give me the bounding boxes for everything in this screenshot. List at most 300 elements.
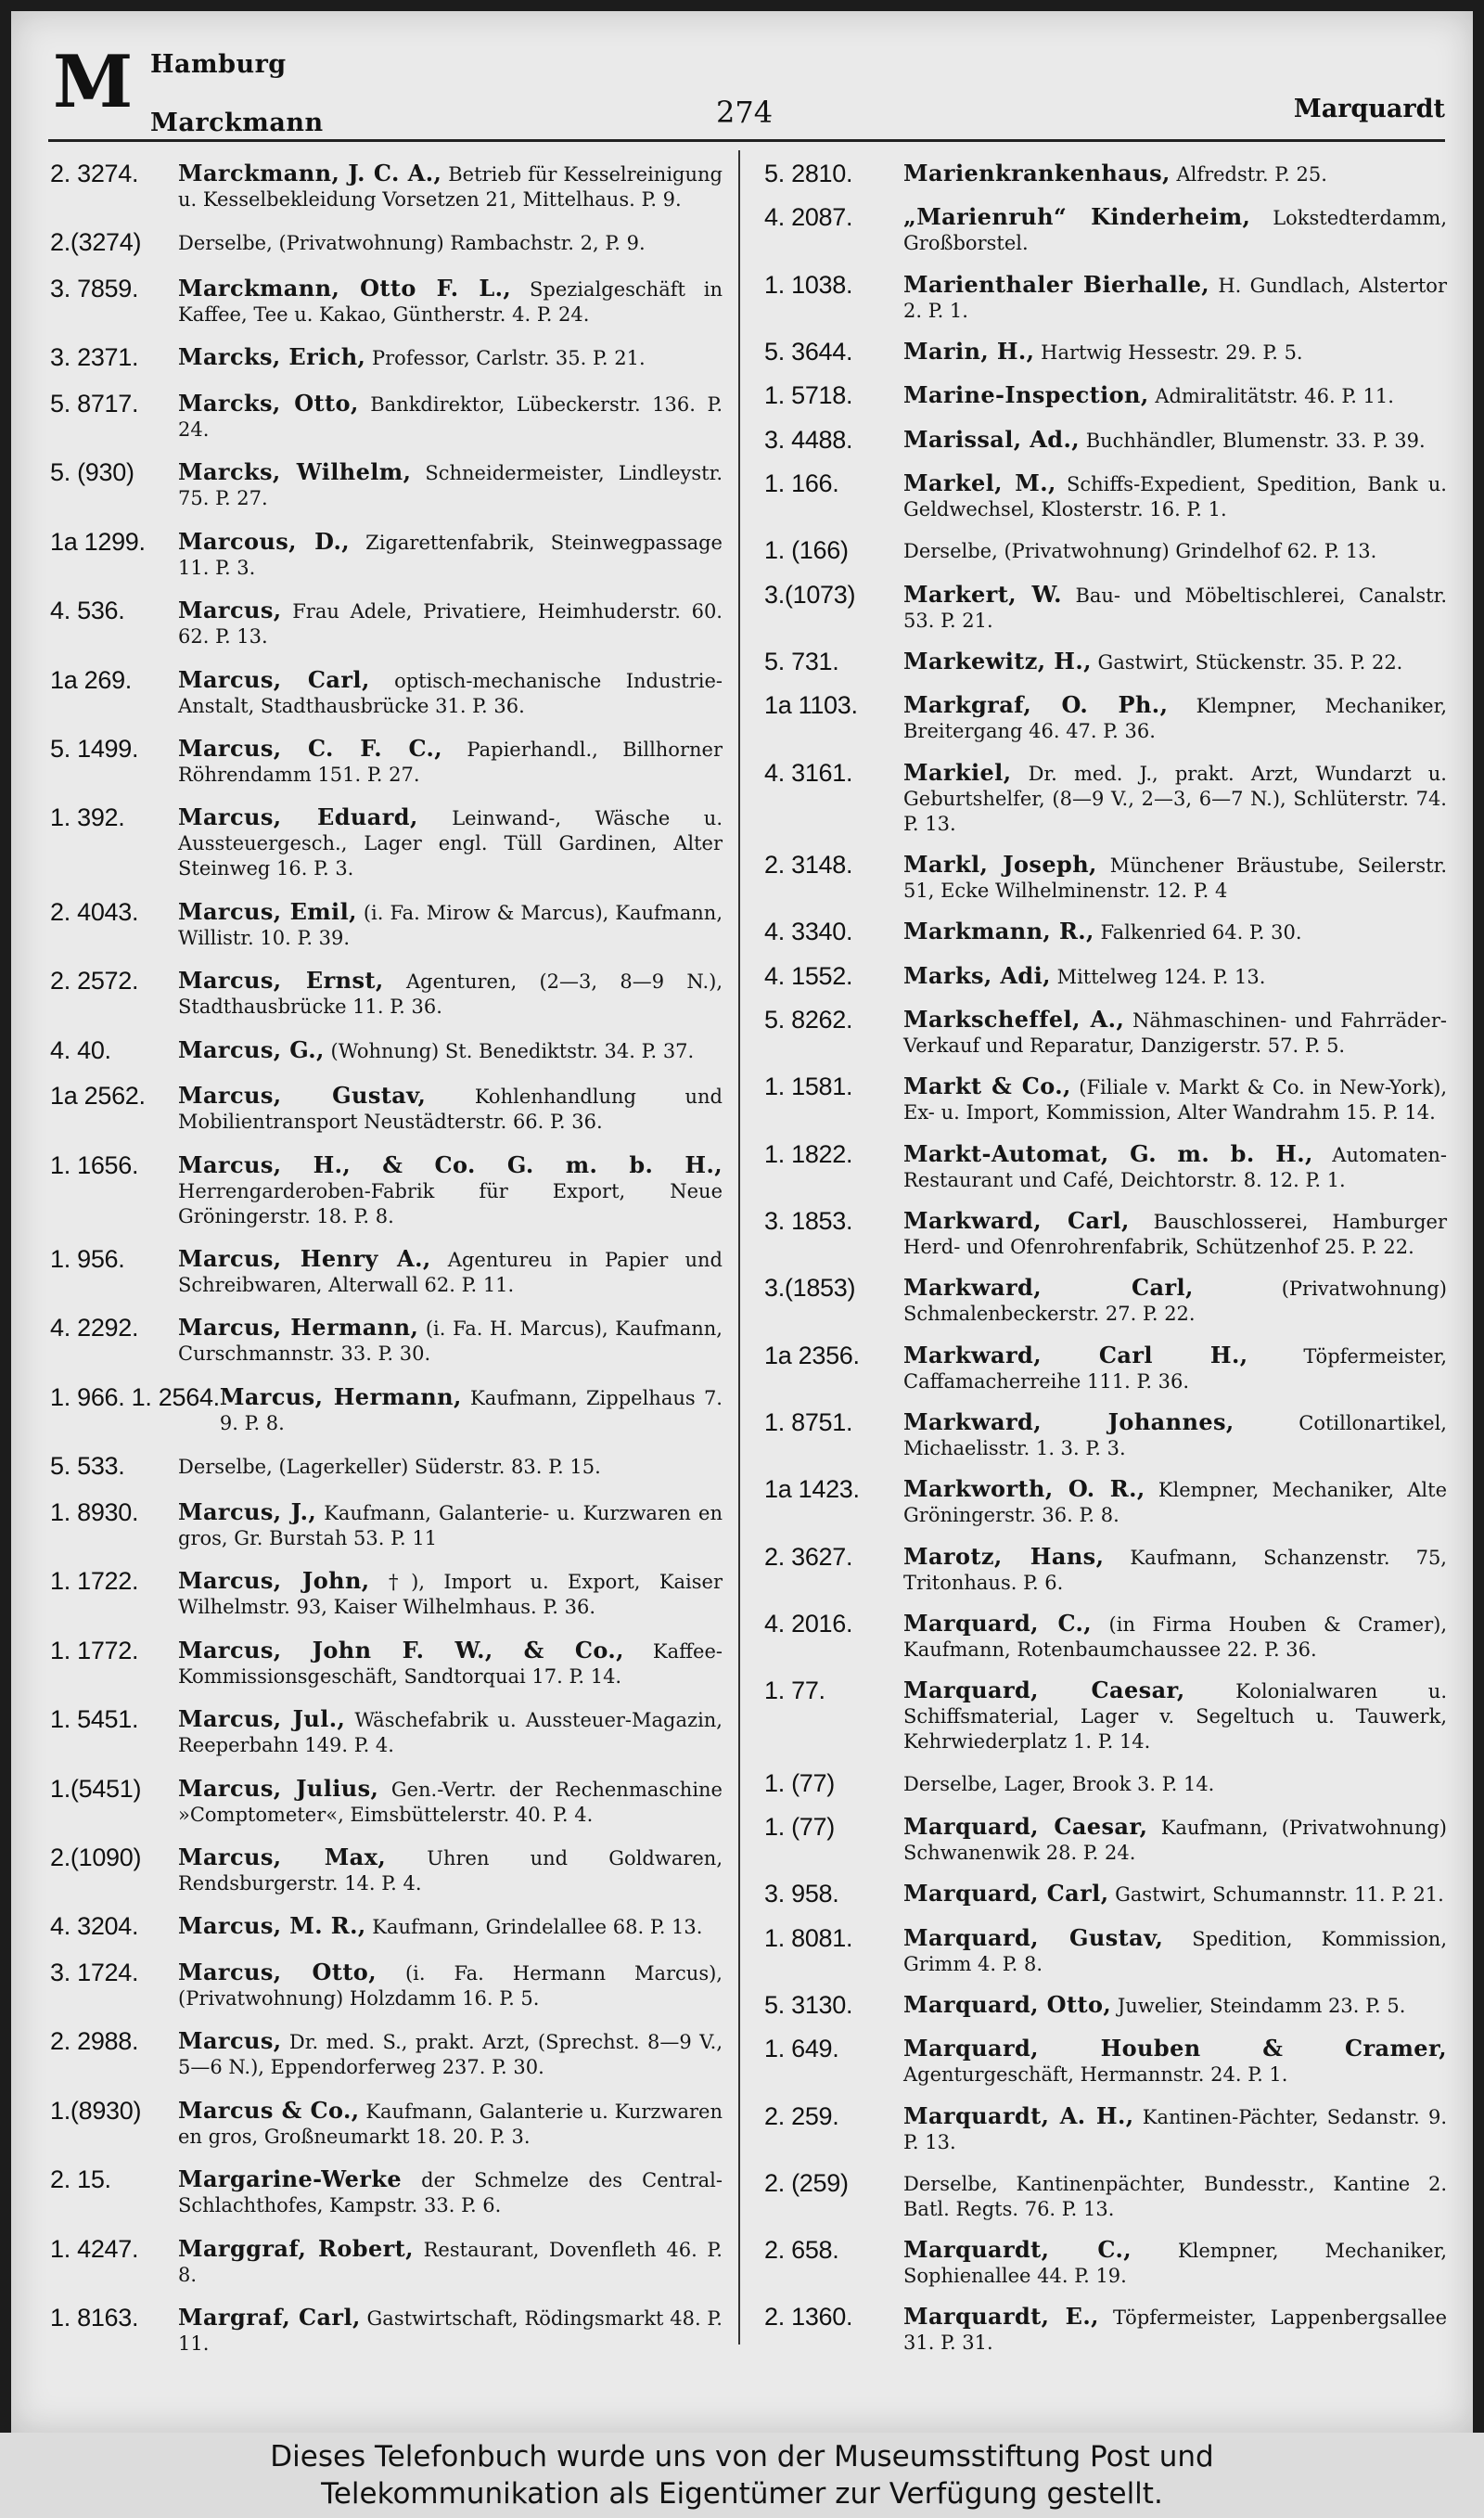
entry-text bbox=[903, 269, 1447, 324]
entry-text bbox=[903, 2100, 1447, 2155]
entry-text bbox=[178, 1635, 723, 1689]
footer-note bbox=[0, 2433, 1484, 2518]
entry-details: Töpfermeister, Lappenbergsallee 31. P. 31. bbox=[903, 2306, 1447, 2355]
entry-phone-number: 1. 956. bbox=[50, 1245, 125, 1273]
entry-phone-number: 2. 259. bbox=[764, 2101, 839, 2130]
entry-phone-number: 1. 1581. bbox=[764, 1073, 853, 1101]
entry-phone-number: 1a 2356. bbox=[764, 1341, 860, 1369]
entry-text bbox=[178, 1703, 723, 1758]
entry-text bbox=[903, 849, 1447, 904]
entry-name: Margarine-Werke bbox=[178, 2165, 403, 2193]
footer-line-2: Telekommunikation als Eigentümer zur Verfügung gestellt. bbox=[321, 2477, 1163, 2511]
entry-details: (i. Fa. Mirow & Marcus), Kaufmann, Willistr. 10. P. 39. bbox=[178, 901, 723, 949]
entry-phone-number: 4. 2087. bbox=[764, 203, 853, 232]
entry-text bbox=[178, 1150, 723, 1229]
entry-details: Kaufmann, Grindelallee 68. P. 13. bbox=[372, 1916, 703, 1939]
entry-name: Markl, Joseph, bbox=[903, 850, 1097, 878]
directory-entry bbox=[50, 1150, 723, 1229]
entry-name: Markgraf, O. Ph., bbox=[903, 691, 1169, 719]
entry-name: Marks, Adi, bbox=[903, 961, 1051, 989]
entry-text bbox=[903, 379, 1447, 409]
entry-details: Kaufmann, Galanterie- u. Kurzwaren en gros, Gr. Burstah 53. P. 11 bbox=[178, 1501, 723, 1549]
entry-name: Marcus, Hermann, bbox=[219, 1382, 462, 1410]
entry-details: Kolonialwaren u. Schiffsmaterial, Lager v. Segeltuch u. Tauwerk, Kehrwiederplatz 1. P. 14. bbox=[903, 1680, 1447, 1754]
entry-details: Lokstedterdamm, Großborstel. bbox=[903, 207, 1447, 255]
entry-text bbox=[903, 1272, 1447, 1327]
entry-name: Marckmann, Otto F. L., bbox=[178, 274, 512, 302]
entry-phone-number: 4. 3204. bbox=[50, 1912, 139, 1941]
entry-details: (i. Fa. H. Marcus), Kaufmann, Curschmannstr. 33. P. 30. bbox=[178, 1317, 723, 1366]
entry-details: Derselbe, (Lagerkeller) Süderstr. 83. P. 15. bbox=[178, 1456, 601, 1479]
entry-details: Juwelier, Steindamm 23. P. 5. bbox=[1117, 1994, 1406, 2017]
entry-name: Marquard, C., bbox=[903, 1609, 1093, 1637]
directory-entry bbox=[50, 1635, 723, 1689]
entry-details: Derselbe, (Privatwohnung) Grindelhof 62. P. 13. bbox=[903, 540, 1377, 563]
entry-name: Marquardt, A. H., bbox=[903, 2101, 1134, 2129]
entry-name: Markel, M., bbox=[903, 469, 1056, 496]
entry-details: Agenturgeschäft, Hermannstr. 24. P. 1. bbox=[903, 2063, 1288, 2087]
entry-phone-number: 1. 4247. bbox=[50, 2234, 139, 2263]
directory-entry bbox=[50, 965, 723, 1020]
entry-details: Wäschefabrik u. Aussteuer-Magazin, Reeperbahn 149. P. 4. bbox=[178, 1709, 723, 1757]
entry-phone-number: 1. 166. bbox=[764, 469, 839, 497]
entry-phone-number: 3. 958. bbox=[764, 1880, 839, 1908]
entry-phone-number: 5. 8262. bbox=[764, 1005, 853, 1034]
entry-name: Markward, Johannes, bbox=[903, 1407, 1235, 1435]
entry-text bbox=[178, 664, 723, 719]
entry-phone-number: 1. 1772. bbox=[50, 1636, 139, 1664]
entry-phone-number: 1. 8751. bbox=[764, 1407, 853, 1436]
entry-details: Klempner, Mechaniker, Breitergang 46. 47. P. 36. bbox=[903, 695, 1447, 743]
entry-name: Marcus, Henry A., bbox=[178, 1245, 431, 1272]
entry-details: Betrieb für Kesselreinigung u. Kesselbekleidung Vorsetzen 21, Mittelhaus. P. 9. bbox=[178, 163, 723, 211]
entry-details: †), Import u. Export, Kaiser Wilhelmstr. 93, Kaiser Wilhelmhaus. P. 36. bbox=[178, 1571, 723, 1619]
entry-phone-number: 1. 8930. bbox=[50, 1497, 139, 1526]
entry-name: Marienthaler Bierhalle, bbox=[903, 270, 1210, 298]
entry-phone-number: 1. 5451. bbox=[50, 1705, 139, 1734]
directory-entry bbox=[764, 1004, 1447, 1059]
directory-entry bbox=[764, 1205, 1447, 1260]
entry-phone-number: 2. (259) bbox=[764, 2168, 849, 2197]
entry-name: Marquard, Otto, bbox=[903, 1990, 1112, 2018]
entry-details: Töpfermeister, Caffamacherreihe 111. P. 36. bbox=[903, 1344, 1447, 1393]
entry-text bbox=[178, 1243, 723, 1298]
entry-name: Marckmann, J. C. A., bbox=[178, 160, 442, 186]
entry-details: Dr. med. S., prakt. Arzt, (Sprechst. 8—9 V., 5—6 N.), Eppendorferweg 237. P. 30. bbox=[178, 2031, 723, 2079]
entry-name: Marquard, Caesar, bbox=[903, 1812, 1148, 1840]
directory-entry bbox=[764, 2100, 1447, 2155]
entry-details: Gastwirtschaft, Rödingsmarkt 48. P. 11. bbox=[178, 2307, 723, 2355]
directory-page bbox=[11, 11, 1473, 2433]
directory-entry bbox=[50, 664, 723, 719]
header-city: Hamburg bbox=[150, 50, 287, 79]
directory-entry bbox=[764, 1138, 1447, 1193]
directory-entry bbox=[764, 2167, 1447, 2222]
entry-text bbox=[178, 456, 723, 511]
entry-text bbox=[178, 2233, 723, 2288]
entry-details: Derselbe, Lager, Brook 3. P. 14. bbox=[903, 1772, 1215, 1795]
directory-entry bbox=[50, 802, 723, 881]
directory-entry bbox=[764, 379, 1447, 411]
entry-text bbox=[903, 1608, 1447, 1663]
entry-name: Markiel, bbox=[903, 758, 1012, 786]
directory-entry bbox=[50, 456, 723, 511]
entry-details: Kaffee-Kommissionsgeschäft, Sandtorquai 17. P. 14. bbox=[178, 1639, 723, 1688]
entry-text bbox=[903, 1004, 1447, 1059]
directory-entry bbox=[50, 733, 723, 788]
entry-text bbox=[903, 646, 1447, 675]
entry-text bbox=[178, 1565, 723, 1620]
entry-phone-number: 4. 536. bbox=[50, 597, 125, 625]
entry-details: Schiffs-Expedient, Spedition, Bank u. Geldwechsel, Klosterstr. 16. P. 1. bbox=[903, 472, 1447, 520]
directory-entry bbox=[764, 960, 1447, 992]
entry-name: Marcus, Otto, bbox=[178, 1958, 377, 1985]
entry-name: Marcous, D., bbox=[178, 527, 350, 555]
entry-details: Frau Adele, Privatiere, Heimhuderstr. 60. 62. P. 13. bbox=[178, 600, 723, 649]
entry-phone-number: 3. 1724. bbox=[50, 1958, 139, 1986]
entry-phone-number: 1. 1038. bbox=[764, 270, 853, 299]
entry-name: Marine-Inspection, bbox=[903, 381, 1149, 409]
entry-phone-number: 4. 3161. bbox=[764, 758, 853, 787]
directory-entry bbox=[764, 1989, 1447, 2021]
entry-details: Falkenried 64. P. 30. bbox=[1100, 921, 1302, 944]
directory-entry bbox=[50, 1497, 723, 1551]
entry-name: Marcus, Emil, bbox=[178, 897, 357, 925]
entry-text bbox=[178, 273, 723, 328]
directory-entry bbox=[764, 158, 1447, 189]
entry-name: Marcus, Carl, bbox=[178, 665, 370, 693]
directory-entry bbox=[764, 849, 1447, 904]
entry-phone-number: 1. 8081. bbox=[764, 1923, 853, 1952]
entry-details: Derselbe, Kantinenpächter, Bundesstr., Kantine 2. Batl. Regts. 76. P. 13. bbox=[903, 2172, 1447, 2220]
directory-entry bbox=[50, 1703, 723, 1758]
entry-text bbox=[903, 201, 1447, 256]
entry-text bbox=[178, 2302, 723, 2357]
entry-text bbox=[903, 336, 1447, 366]
directory-entry bbox=[50, 158, 723, 212]
directory-entry bbox=[50, 1243, 723, 1298]
entry-details: Klempner, Mechaniker, Alte Gröningerstr. 36. P. 8. bbox=[903, 1479, 1447, 1527]
entry-name: Marcus, John F. W., & Co., bbox=[178, 1636, 624, 1664]
entry-phone-number: 1.(5451) bbox=[50, 1774, 142, 1803]
directory-entry bbox=[764, 646, 1447, 677]
entry-phone-number: 5. 3130. bbox=[764, 1990, 853, 2019]
entry-name: Markt & Co., bbox=[903, 1073, 1071, 1100]
entry-text bbox=[178, 896, 723, 951]
entry-name: Marotz, Hans, bbox=[903, 1542, 1105, 1570]
entry-phone-number: 1a 2562. bbox=[50, 1082, 146, 1111]
entry-text bbox=[178, 1773, 723, 1828]
entry-name: Marquard, Gustav, bbox=[903, 1923, 1164, 1951]
entry-name: Marcus, bbox=[178, 597, 282, 624]
entry-text bbox=[903, 579, 1447, 634]
directory-entry bbox=[50, 595, 723, 649]
directory-entry bbox=[764, 1922, 1447, 1977]
entry-text bbox=[903, 960, 1447, 990]
entry-name: Marquardt, C., bbox=[903, 2236, 1132, 2264]
entry-phone-number: 1. 392. bbox=[50, 803, 125, 832]
entry-text bbox=[178, 733, 723, 788]
entry-phone-number: 4. 3340. bbox=[764, 918, 853, 946]
directory-entry bbox=[764, 1407, 1447, 1461]
entry-details: Bauschlosserei, Hamburger Herd- und Ofenrohrenfabrik, Schützenhof 25. P. 22. bbox=[903, 1210, 1447, 1258]
entry-phone-number: 1. 1822. bbox=[764, 1139, 853, 1168]
entry-text bbox=[903, 1205, 1447, 1260]
directory-entry bbox=[764, 579, 1447, 634]
entry-text bbox=[178, 1312, 723, 1367]
entry-details: Uhren und Goldwaren, Rendsburgerstr. 14. P. 4. bbox=[178, 1846, 723, 1895]
entry-details: Bankdirektor, Lübeckerstr. 136. P. 24. bbox=[178, 392, 723, 441]
entry-details: Agentureu in Papier und Schreibwaren, Alterwall 62. P. 11. bbox=[178, 1249, 723, 1296]
entry-name: Marcus, Jul., bbox=[178, 1705, 346, 1733]
entry-phone-number: 5. 1499. bbox=[50, 734, 139, 763]
entry-name: Marcus, G., bbox=[178, 1035, 325, 1063]
entry-details: optisch-mechanische Industrie-Anstalt, Stadthausbrücke 31. P. 36. bbox=[178, 669, 723, 717]
entry-details: (Wohnung) St. Benediktstr. 34. P. 37. bbox=[330, 1039, 695, 1062]
entry-details: der Schmelze des Central-Schlachthofes, Kampstr. 33. P. 6. bbox=[178, 2169, 723, 2217]
entry-name: Marcus, bbox=[178, 2027, 282, 2055]
entry-phone-number: 5. 8717. bbox=[50, 389, 139, 418]
entry-text bbox=[178, 226, 723, 256]
entry-name: Markmann, R., bbox=[903, 918, 1094, 945]
directory-entry bbox=[50, 2302, 723, 2357]
entry-text bbox=[178, 965, 723, 1020]
entry-details: Gastwirt, Stückenstr. 35. P. 22. bbox=[1097, 650, 1403, 674]
directory-entry bbox=[764, 201, 1447, 256]
entry-details: Papierhandl., Billhorner Röhrendamm 151. P. 27. bbox=[178, 738, 723, 786]
entry-details: Agenturen, (2—3, 8—9 N.), Stadthausbrücke 11. P. 36. bbox=[178, 970, 723, 1019]
entry-name: Markscheffel, A., bbox=[903, 1005, 1125, 1033]
entry-details: Hartwig Hessestr. 29. P. 5. bbox=[1041, 340, 1303, 364]
right-column bbox=[764, 158, 1447, 2357]
entry-text bbox=[178, 388, 723, 443]
directory-entry bbox=[764, 689, 1447, 744]
entry-name: Marin, H., bbox=[903, 337, 1035, 365]
entry-details: Gastwirt, Schumannstr. 11. P. 21. bbox=[1115, 1883, 1444, 1907]
entry-name: Marquardt, E., bbox=[903, 2303, 1099, 2331]
entry-text bbox=[903, 1878, 1447, 1908]
left-column bbox=[50, 158, 723, 2357]
entry-phone-number: 4. 2292. bbox=[50, 1314, 139, 1343]
entry-phone-number: 2. 3148. bbox=[764, 850, 853, 879]
entry-name: „Marienruh“ Kinderheim, bbox=[903, 203, 1251, 231]
entry-phone-number: 1. 8163. bbox=[50, 2304, 139, 2332]
entry-text bbox=[903, 534, 1447, 564]
directory-entry bbox=[764, 2234, 1447, 2289]
directory-entry bbox=[764, 916, 1447, 947]
entry-details: Münchener Bräustube, Seilerstr. 51, Ecke Wilhelminenstr. 12. P. 4 bbox=[903, 854, 1447, 902]
directory-entry bbox=[50, 526, 723, 581]
directory-entry bbox=[50, 1450, 723, 1482]
directory-entry bbox=[50, 1565, 723, 1620]
entry-text bbox=[903, 1407, 1447, 1461]
entry-name: Marcks, Otto, bbox=[178, 389, 359, 417]
entry-phone-number: 3. 4488. bbox=[764, 425, 853, 454]
directory-entry bbox=[764, 1811, 1447, 1866]
entry-text bbox=[220, 1381, 723, 1436]
entry-details: Buchhändler, Blumenstr. 33. P. 39. bbox=[1085, 429, 1426, 452]
entry-text bbox=[903, 916, 1447, 945]
entry-details: (i. Fa. Hermann Marcus), (Privatwohnung) Holzdamm 16. P. 5. bbox=[178, 1961, 723, 2010]
header-range-end: Marquardt bbox=[1293, 95, 1445, 123]
entry-phone-number: 1. 1656. bbox=[50, 1150, 139, 1179]
entry-name: Markworth, O. R., bbox=[903, 1475, 1145, 1503]
entry-text bbox=[178, 2095, 723, 2150]
entry-name: Marcus, Ernst, bbox=[178, 967, 384, 995]
entry-details: Herrengarderoben-Fabrik für Export, Neue Gröningerstr. 18. P. 8. bbox=[178, 1179, 723, 1227]
directory-entry bbox=[764, 2033, 1447, 2088]
entry-name: Markert, W. bbox=[903, 580, 1062, 608]
entry-phone-number: 3.(1853) bbox=[764, 1274, 856, 1303]
entry-name: Marcus, Max, bbox=[178, 1843, 387, 1870]
entry-text bbox=[178, 1842, 723, 1896]
entry-text bbox=[903, 1675, 1447, 1754]
entry-text bbox=[903, 158, 1447, 187]
entry-name: Marcus, Julius, bbox=[178, 1774, 379, 1802]
entry-phone-number: 1. 966. 1. 2564. bbox=[50, 1382, 220, 1411]
entry-phone-number: 1.(8930) bbox=[50, 2096, 142, 2125]
directory-entry bbox=[50, 1381, 723, 1436]
entry-text bbox=[178, 2025, 723, 2080]
entry-text bbox=[903, 757, 1447, 837]
directory-entry bbox=[50, 1034, 723, 1066]
entry-phone-number: 2. 2988. bbox=[50, 2027, 139, 2056]
directory-entry bbox=[50, 388, 723, 443]
entry-details: Kantinen-Pächter, Sedanstr. 9. P. 13. bbox=[903, 2105, 1447, 2153]
header-range-start: Marckmann bbox=[150, 109, 324, 137]
entry-phone-number: 4. 2016. bbox=[764, 1609, 853, 1638]
entry-text bbox=[903, 2033, 1447, 2088]
entry-phone-number: 2. 15. bbox=[50, 2165, 111, 2194]
entry-details: Alfredstr. P. 25. bbox=[1176, 163, 1327, 186]
entry-text bbox=[178, 341, 723, 371]
directory-entry bbox=[50, 2233, 723, 2288]
directory-entry bbox=[764, 1675, 1447, 1754]
entry-details: Professor, Carlstr. 35. P. 21. bbox=[372, 347, 646, 370]
entry-phone-number: 2. 658. bbox=[764, 2236, 839, 2265]
entry-text bbox=[178, 2164, 723, 2218]
directory-entry bbox=[764, 468, 1447, 522]
entry-text bbox=[903, 424, 1447, 454]
entry-phone-number: 3. 1853. bbox=[764, 1206, 853, 1235]
directory-entry bbox=[50, 1080, 723, 1135]
directory-entry bbox=[50, 2164, 723, 2218]
entry-text bbox=[178, 158, 723, 212]
entry-details: Kaufmann, Galanterie u. Kurzwaren en gros, Großneumarkt 18. 20. P. 3. bbox=[178, 2100, 723, 2148]
entry-text bbox=[903, 2301, 1447, 2356]
directory-entry bbox=[764, 1608, 1447, 1663]
entry-phone-number: 1. (166) bbox=[764, 536, 849, 565]
directory-entry bbox=[764, 1541, 1447, 1596]
directory-entry bbox=[764, 1767, 1447, 1799]
entry-details: Schneidermeister, Lindleystr. 75. P. 27. bbox=[178, 462, 723, 510]
entry-phone-number: 2. 4043. bbox=[50, 897, 139, 926]
entry-phone-number: 3. 2371. bbox=[50, 343, 139, 372]
entry-details: H. Gundlach, Alstertor 2. P. 1. bbox=[903, 274, 1447, 322]
entry-text bbox=[903, 1138, 1447, 1193]
entry-text bbox=[903, 1811, 1447, 1866]
entry-name: Marquard, Carl, bbox=[903, 1880, 1109, 1908]
entry-phone-number: 1. 649. bbox=[764, 2035, 839, 2063]
entry-details: (Privatwohnung) Schmalenbeckerstr. 27. P. 22. bbox=[903, 1278, 1447, 1326]
entry-phone-number: 1. 5718. bbox=[764, 381, 853, 410]
entry-name: Marquard, Houben & Cramer, bbox=[903, 2035, 1447, 2062]
directory-entry bbox=[50, 2025, 723, 2080]
entry-details: Bau- und Möbeltischlerei, Canalstr. 53. P. 21. bbox=[903, 584, 1447, 632]
entry-phone-number: 1a 269. bbox=[50, 665, 132, 694]
entry-text bbox=[178, 1080, 723, 1135]
entry-name: Markt-Automat, G. m. b. H., bbox=[903, 1139, 1313, 1167]
entry-text bbox=[903, 2167, 1447, 2222]
directory-entry bbox=[764, 269, 1447, 324]
directory-entry bbox=[50, 1312, 723, 1367]
directory-entry bbox=[50, 226, 723, 258]
entry-text bbox=[903, 1767, 1447, 1797]
entry-name: Markewitz, H., bbox=[903, 647, 1092, 674]
section-letter: M bbox=[53, 40, 134, 124]
entry-name: Marcus, Gustav, bbox=[178, 1082, 427, 1110]
directory-entry bbox=[50, 896, 723, 951]
entry-details: Klempner, Mechaniker, Sophienallee 44. P. 19. bbox=[903, 2240, 1447, 2288]
entry-details: Derselbe, (Privatwohnung) Rambachstr. 2, P. 9. bbox=[178, 232, 646, 255]
directory-entry bbox=[50, 1842, 723, 1896]
directory-entry bbox=[764, 1878, 1447, 1909]
entry-text bbox=[903, 689, 1447, 744]
entry-text bbox=[903, 1922, 1447, 1977]
entry-text bbox=[903, 1340, 1447, 1394]
directory-entry bbox=[764, 1272, 1447, 1327]
entry-phone-number: 5. 3644. bbox=[764, 337, 853, 366]
directory-entry bbox=[764, 1340, 1447, 1394]
header-divider bbox=[48, 139, 1445, 142]
entry-name: Marcus, Eduard, bbox=[178, 803, 418, 831]
entry-phone-number: 1. (77) bbox=[764, 1768, 835, 1797]
directory-entry bbox=[764, 757, 1447, 837]
entry-details: Kaufmann, Schanzenstr. 75, Tritonhaus. P. 6. bbox=[903, 1546, 1447, 1594]
entry-phone-number: 2. 3627. bbox=[764, 1542, 853, 1571]
entry-name: Marcks, Wilhelm, bbox=[178, 458, 412, 486]
entry-name: Marcus, John, bbox=[178, 1567, 370, 1595]
entry-phone-number: 2. 2572. bbox=[50, 967, 139, 996]
entry-text bbox=[178, 1034, 723, 1064]
directory-entry bbox=[50, 273, 723, 328]
entry-details: Nähmaschinen- und Fahrräder-Verkauf und Reparatur, Danzigerstr. 57. P. 5. bbox=[903, 1008, 1447, 1057]
directory-entry bbox=[764, 336, 1447, 367]
entry-details: Spedition, Kommission, Grimm 4. P. 8. bbox=[903, 1927, 1447, 1975]
column-divider bbox=[738, 150, 740, 2345]
entry-text bbox=[903, 1473, 1447, 1528]
entry-details: Automaten-Restaurant und Café, Deichtorstr. 8. 12. P. 1. bbox=[903, 1143, 1447, 1191]
entry-name: Marcks, Erich, bbox=[178, 343, 366, 371]
entry-details: Zigarettenfabrik, Steinwegpassage 11. P. 3. bbox=[178, 531, 723, 579]
entry-name: Marcus, C. F. C., bbox=[178, 734, 443, 762]
entry-name: Marquard, Caesar, bbox=[903, 1677, 1185, 1704]
page-number: 274 bbox=[716, 95, 774, 130]
entry-phone-number: 5. 731. bbox=[764, 647, 839, 675]
entry-phone-number: 5. 533. bbox=[50, 1452, 125, 1481]
directory-entry bbox=[50, 341, 723, 373]
entry-phone-number: 2.(3274) bbox=[50, 228, 142, 257]
entry-name: Marissal, Ad., bbox=[903, 425, 1080, 453]
entry-text bbox=[178, 595, 723, 649]
entry-name: Marcus & Co., bbox=[178, 2096, 360, 2124]
entry-phone-number: 4. 40. bbox=[50, 1035, 111, 1064]
entry-name: Markward, Carl, bbox=[903, 1206, 1130, 1234]
entry-name: Marcus, Hermann, bbox=[178, 1314, 419, 1342]
directory-entry bbox=[764, 2301, 1447, 2356]
entry-phone-number: 1a 1299. bbox=[50, 527, 146, 556]
entry-details: Cotillonartikel, Michaelisstr. 1. 3. P. 3. bbox=[903, 1411, 1447, 1459]
